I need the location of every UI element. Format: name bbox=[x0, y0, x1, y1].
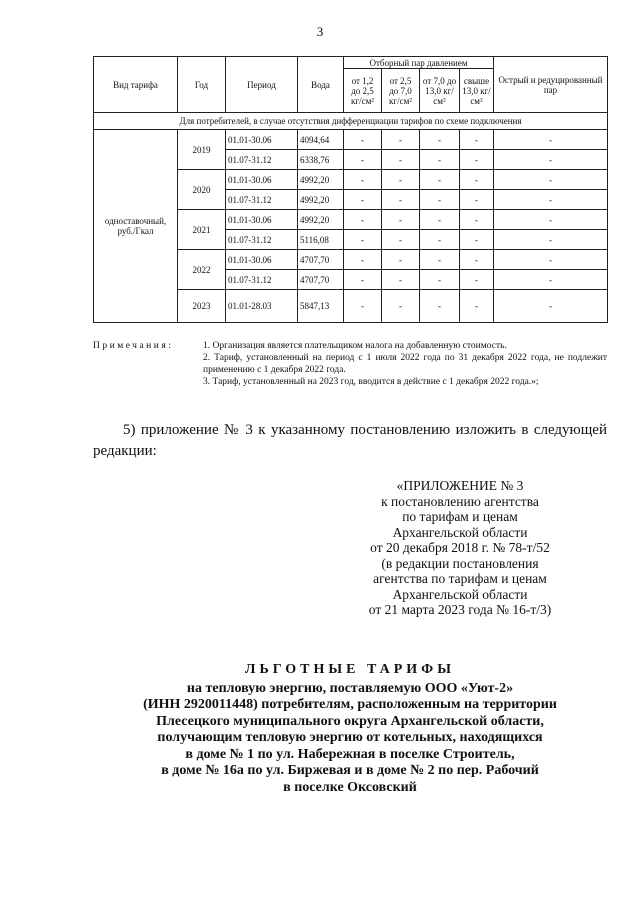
year-cell: 2022 bbox=[178, 250, 226, 290]
empty-value-cell: - bbox=[420, 290, 460, 323]
note-item: 2. Тариф, установленный на период с 1 июля 2022 года по 31 декабря 2022 года, не подлежит применению с 1 декабря 2022 года. bbox=[203, 353, 607, 375]
empty-value-cell: - bbox=[460, 210, 494, 230]
header-tariff-type: Вид тарифа bbox=[94, 57, 178, 113]
appendix-line: от 21 марта 2023 года № 16-т/3) bbox=[368, 602, 552, 617]
notes-list bbox=[203, 340, 607, 388]
period-cell: 01.01-28.03 bbox=[226, 290, 298, 323]
empty-value-cell: - bbox=[344, 150, 382, 170]
empty-value-cell: - bbox=[494, 170, 608, 190]
water-cell: 6338,76 bbox=[298, 150, 344, 170]
empty-value-cell: - bbox=[420, 190, 460, 210]
empty-value-cell: - bbox=[344, 190, 382, 210]
empty-value-cell: - bbox=[494, 230, 608, 250]
empty-value-cell: - bbox=[460, 230, 494, 250]
empty-value-cell: - bbox=[382, 290, 420, 323]
period-cell: 01.07-31.12 bbox=[226, 270, 298, 290]
title-line: Плесецкого муниципального округа Архангельской области, bbox=[156, 713, 544, 729]
section-title: Для потребителей, в случае отсутствия дифференциации тарифов по схеме подключения bbox=[94, 113, 608, 130]
empty-value-cell: - bbox=[460, 270, 494, 290]
appendix-line: по тарифам и ценам bbox=[402, 509, 518, 524]
empty-value-cell: - bbox=[382, 130, 420, 150]
water-cell: 4992,20 bbox=[298, 190, 344, 210]
empty-value-cell: - bbox=[460, 130, 494, 150]
empty-value-cell: - bbox=[382, 150, 420, 170]
appendix-line: к постановлению агентства bbox=[381, 493, 539, 509]
header-steam-2: от 2,5 до 7,0 кг/см² bbox=[382, 69, 420, 113]
empty-value-cell: - bbox=[494, 210, 608, 230]
appendix-line: Архангельской области bbox=[392, 524, 528, 540]
empty-value-cell: - bbox=[382, 270, 420, 290]
empty-value-cell: - bbox=[344, 130, 382, 150]
tariff-table bbox=[93, 56, 608, 323]
appendix-line: агентства по тарифам и ценам bbox=[373, 571, 547, 586]
period-cell: 01.01-30.06 bbox=[226, 250, 298, 270]
appendix-line: (в редакции постановления bbox=[381, 555, 539, 571]
header-steam-4: свыше 13,0 кг/см² bbox=[460, 69, 494, 113]
title-line: в поселке Оксовский bbox=[283, 779, 417, 795]
period-cell: 01.01-30.06 bbox=[226, 210, 298, 230]
appendix-block bbox=[340, 478, 580, 618]
empty-value-cell: - bbox=[420, 150, 460, 170]
empty-value-cell: - bbox=[382, 250, 420, 270]
empty-value-cell: - bbox=[420, 230, 460, 250]
note-item: 3. Тариф, установленный на 2023 год, вводится в действие с 1 декабря 2022 года.»; bbox=[203, 377, 539, 387]
empty-value-cell: - bbox=[460, 170, 494, 190]
appendix-line: «ПРИЛОЖЕНИЕ № 3 bbox=[396, 478, 524, 493]
appendix-line: Архангельской области bbox=[392, 586, 528, 602]
tariff-name-cell: одноставочный, руб./Гкал bbox=[94, 130, 178, 323]
water-cell: 5847,13 bbox=[298, 290, 344, 323]
empty-value-cell: - bbox=[494, 150, 608, 170]
empty-value-cell: - bbox=[420, 170, 460, 190]
empty-value-cell: - bbox=[344, 210, 382, 230]
title-heading: ЛЬГОТНЫЕ ТАРИФЫ bbox=[245, 662, 455, 677]
appendix-line: от 20 декабря 2018 г. № 78-т/52 bbox=[370, 540, 550, 555]
empty-value-cell: - bbox=[494, 190, 608, 210]
year-cell: 2020 bbox=[178, 170, 226, 210]
empty-value-cell: - bbox=[494, 270, 608, 290]
empty-value-cell: - bbox=[420, 270, 460, 290]
empty-value-cell: - bbox=[460, 290, 494, 323]
title-line: в доме № 1 по ул. Набережная в поселке Строитель, bbox=[185, 746, 515, 762]
water-cell: 5116,08 bbox=[298, 230, 344, 250]
amendment-paragraph: 5) приложение № 3 к указанному постановлению изложить в следующей редакции: bbox=[93, 422, 607, 459]
year-cell: 2019 bbox=[178, 130, 226, 170]
header-period: Период bbox=[226, 57, 298, 113]
empty-value-cell: - bbox=[420, 210, 460, 230]
period-cell: 01.01-30.06 bbox=[226, 170, 298, 190]
empty-value-cell: - bbox=[344, 250, 382, 270]
period-cell: 01.07-31.12 bbox=[226, 230, 298, 250]
header-steam-3: от 7,0 до 13,0 кг/см² bbox=[420, 69, 460, 113]
notes-label: Примечания: bbox=[93, 341, 174, 351]
empty-value-cell: - bbox=[344, 290, 382, 323]
document-title bbox=[93, 662, 607, 796]
water-cell: 4707,70 bbox=[298, 250, 344, 270]
header-water: Вода bbox=[298, 57, 344, 113]
header-steam-1: от 1,2 до 2,5 кг/см² bbox=[344, 69, 382, 113]
water-cell: 4992,20 bbox=[298, 170, 344, 190]
empty-value-cell: - bbox=[460, 250, 494, 270]
empty-value-cell: - bbox=[420, 130, 460, 150]
empty-value-cell: - bbox=[382, 230, 420, 250]
period-cell: 01.07-31.12 bbox=[226, 150, 298, 170]
water-cell: 4707,70 bbox=[298, 270, 344, 290]
year-cell: 2021 bbox=[178, 210, 226, 250]
title-line: на тепловую энергию, поставляемую ООО «Уют-2» bbox=[186, 680, 514, 696]
water-cell: 4094,64 bbox=[298, 130, 344, 150]
empty-value-cell: - bbox=[460, 150, 494, 170]
header-sharp-steam: Острый и редуцированный пар bbox=[494, 57, 608, 113]
water-cell: 4992,20 bbox=[298, 210, 344, 230]
empty-value-cell: - bbox=[382, 190, 420, 210]
empty-value-cell: - bbox=[460, 190, 494, 210]
empty-value-cell: - bbox=[344, 230, 382, 250]
title-line: получающим тепловую энергию от котельных, находящихся bbox=[157, 730, 543, 745]
period-cell: 01.07-31.12 bbox=[226, 190, 298, 210]
header-year: Год bbox=[178, 57, 226, 113]
empty-value-cell: - bbox=[344, 270, 382, 290]
empty-value-cell: - bbox=[382, 210, 420, 230]
empty-value-cell: - bbox=[420, 250, 460, 270]
header-steam-group: Отборный пар давлением bbox=[344, 57, 494, 69]
page-number: 3 bbox=[316, 24, 324, 39]
empty-value-cell: - bbox=[494, 290, 608, 323]
empty-value-cell: - bbox=[382, 170, 420, 190]
note-item: 1. Организация является плательщиком налога на добавленную стоимость. bbox=[203, 341, 507, 351]
title-line: в доме № 16а по ул. Биржевая и в доме № 2 по пер. Рабочий bbox=[161, 763, 539, 778]
year-cell: 2023 bbox=[178, 290, 226, 323]
empty-value-cell: - bbox=[494, 250, 608, 270]
title-line: (ИНН 2920011448) потребителям, расположенным на территории bbox=[143, 697, 557, 712]
period-cell: 01.01-30.06 bbox=[226, 130, 298, 150]
empty-value-cell: - bbox=[344, 170, 382, 190]
table-row bbox=[94, 130, 608, 150]
empty-value-cell: - bbox=[494, 130, 608, 150]
